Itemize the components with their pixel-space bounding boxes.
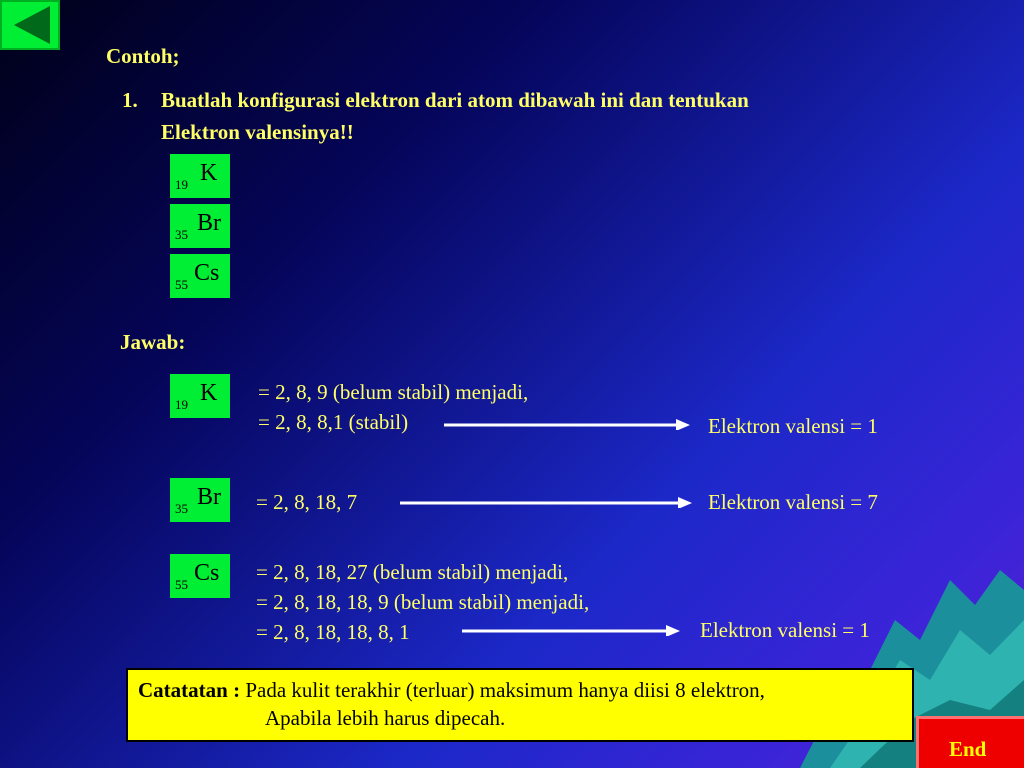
- question-number: 1.: [122, 88, 138, 112]
- cs-config-line-3: = 2, 8, 18, 18, 8, 1: [256, 620, 410, 644]
- back-button[interactable]: [0, 0, 60, 50]
- atomic-number: 19: [175, 177, 188, 192]
- element-box-br: [170, 204, 230, 248]
- atomic-number: 55: [175, 577, 188, 592]
- element-box-k: [170, 154, 230, 198]
- br-config-line-1: = 2, 8, 18, 7: [256, 490, 358, 514]
- note-line-2: Apabila lebih harus dipecah.: [265, 706, 506, 730]
- cs-config-line-2: = 2, 8, 18, 18, 9 (belum stabil) menjadi,: [256, 590, 590, 614]
- k-valence: Elektron valensi = 1: [708, 414, 878, 438]
- element-box-cs: [170, 254, 230, 298]
- slide-title: Contoh;: [106, 44, 180, 68]
- end-label: End: [949, 737, 987, 761]
- note-line-1: Pada kulit terakhir (terluar) maksimum hanya diisi 8 elektron,: [240, 678, 765, 702]
- arrow-right-icon: [400, 496, 692, 508]
- element-symbol: Br: [197, 484, 221, 510]
- k-config-line-1: = 2, 8, 9 (belum stabil) menjadi,: [258, 380, 529, 404]
- element-symbol: Cs: [194, 260, 220, 286]
- element-symbol: Br: [197, 210, 221, 236]
- answer-label: Jawab:: [120, 330, 186, 354]
- end-button[interactable]: [916, 716, 1024, 768]
- atomic-number: 19: [175, 397, 188, 412]
- question-line-1: Buatlah konfigurasi elektron dari atom dibawah ini dan tentukan: [161, 88, 749, 112]
- triangle-left-icon: [2, 2, 58, 48]
- atomic-number: 35: [175, 501, 188, 516]
- answer-element-box-br: [170, 478, 230, 522]
- note-label: Catatatan :: [138, 678, 241, 702]
- answer-element-box-cs: [170, 554, 230, 598]
- note-box: [126, 668, 914, 742]
- atomic-number: 55: [175, 277, 188, 292]
- element-symbol: Cs: [194, 560, 220, 586]
- answer-element-box-k: [170, 374, 230, 418]
- arrow-right-icon: [462, 624, 680, 636]
- atomic-number: 35: [175, 227, 188, 242]
- element-symbol: K: [200, 380, 218, 406]
- cs-valence: Elektron valensi = 1: [700, 618, 870, 642]
- arrow-right-icon: [444, 418, 690, 430]
- br-valence: Elektron valensi = 7: [708, 490, 878, 514]
- element-symbol: K: [200, 160, 218, 186]
- k-config-line-2: = 2, 8, 8,1 (stabil): [258, 410, 409, 434]
- question-line-2: Elektron valensinya!!: [161, 120, 354, 144]
- cs-config-line-1: = 2, 8, 18, 27 (belum stabil) menjadi,: [256, 560, 569, 584]
